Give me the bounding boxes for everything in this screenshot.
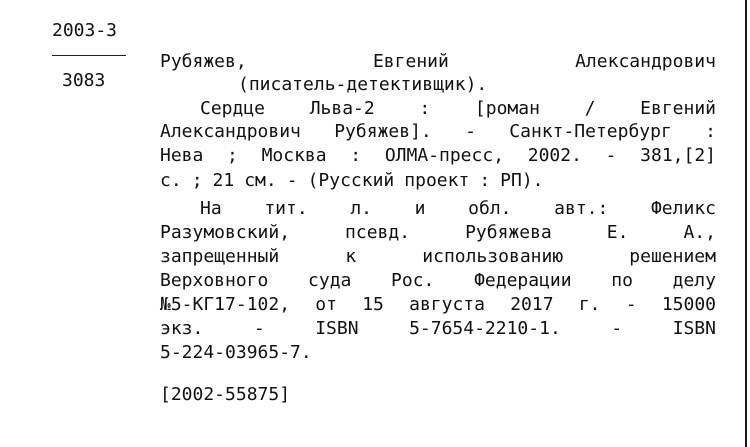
description-line [160, 270, 716, 292]
description-word: - [605, 145, 617, 166]
author-patronymic: Александрович [575, 51, 716, 72]
inventory-number: 3083 [62, 70, 106, 91]
description-word: 5-7654-2210-1. [409, 318, 561, 339]
description-word: Верховного [160, 270, 269, 291]
description-word: решением [629, 246, 716, 267]
description-word: : [350, 145, 362, 166]
shelf-mark-divider [52, 55, 126, 56]
description-word: : [705, 121, 716, 142]
description-word: Александрович [160, 121, 301, 142]
description-word: ISBN [315, 318, 359, 339]
description-word: [роман [474, 98, 540, 119]
record-id: [2002-55875] [160, 384, 291, 405]
description-word: : [479, 170, 491, 191]
description-word: / [584, 98, 596, 119]
description-word: Сердце [200, 98, 266, 119]
description-word: экз. [160, 318, 204, 339]
description-word: ОЛМА-пресс, [384, 145, 505, 166]
description-word: 21 [212, 170, 235, 191]
description-word: 381,[2] [640, 145, 716, 166]
description-word: Нева [160, 145, 204, 166]
description-word: августа [409, 294, 485, 315]
description-word: и [414, 198, 426, 219]
description-word: Евгений [640, 98, 716, 119]
card-edge-line [745, 0, 747, 447]
description-word: 2017 [510, 294, 554, 315]
description-word: по [611, 270, 633, 291]
description-word: проект [404, 170, 470, 191]
description-word: Льва-2 [309, 98, 375, 119]
description-word: суда [308, 270, 352, 291]
description-word: 2002. [527, 145, 582, 166]
description-line [160, 246, 716, 268]
author-heading [160, 51, 716, 73]
description-line [160, 294, 716, 316]
description-line [160, 318, 716, 340]
description-word: делу [672, 270, 716, 291]
description-word: с. [160, 170, 182, 191]
description-word: А., [683, 222, 716, 243]
description-word: псевд. [345, 222, 411, 243]
description-word: №5-КГ17-102, [160, 294, 291, 315]
description-word: (Русский [307, 170, 395, 191]
description-line [160, 170, 716, 192]
description-word: ; [227, 145, 238, 166]
description-word: тит. [264, 198, 308, 219]
description-word: РП). [500, 170, 544, 191]
description-word: к [345, 246, 357, 267]
author-qualifier: (писатель-детективщик). [238, 74, 488, 95]
description-word: см. [244, 170, 277, 191]
description-word: Разумовский, [160, 222, 291, 243]
description-line [200, 198, 716, 220]
description-word: 15000 [661, 294, 716, 315]
description-word: Рубяжева [465, 222, 552, 243]
description-line [160, 222, 716, 244]
description-word: - [286, 170, 298, 191]
description-line [160, 145, 716, 167]
description-word: Рос. [391, 270, 435, 291]
description-word: использованию [422, 246, 564, 267]
description-word: 15 [362, 294, 384, 315]
description-word: На [200, 198, 222, 219]
description-line [160, 121, 716, 143]
description-word: - [611, 318, 623, 339]
description-word: запрещенный [160, 246, 280, 267]
description-word: : [419, 98, 431, 119]
description-word: Феликс [650, 198, 716, 219]
description-word: л. [350, 198, 373, 219]
description-word: Е. [606, 222, 629, 243]
author-first-name: Евгений [372, 51, 449, 72]
description-word: - [253, 318, 265, 339]
description-word: авт.: [554, 198, 609, 219]
description-word: обл. [468, 198, 512, 219]
description-word: Санкт-Петербург [509, 121, 672, 142]
description-word: - [625, 294, 637, 315]
description-word: 5-224-03965-7. [160, 342, 312, 363]
description-line [200, 98, 716, 120]
description-word: - [465, 121, 476, 142]
description-word: Рубяжев]. [334, 121, 432, 142]
description-line [160, 342, 716, 364]
description-word: от [315, 294, 337, 315]
author-surname: Рубяжев, [160, 51, 247, 72]
description-word: г. [578, 294, 601, 315]
description-word: Москва [261, 145, 327, 166]
description-word: Федерации [474, 270, 572, 291]
description-word: ISBN [672, 318, 716, 339]
description-word: ; [191, 170, 203, 191]
shelf-mark: 2003-3 [52, 20, 118, 41]
